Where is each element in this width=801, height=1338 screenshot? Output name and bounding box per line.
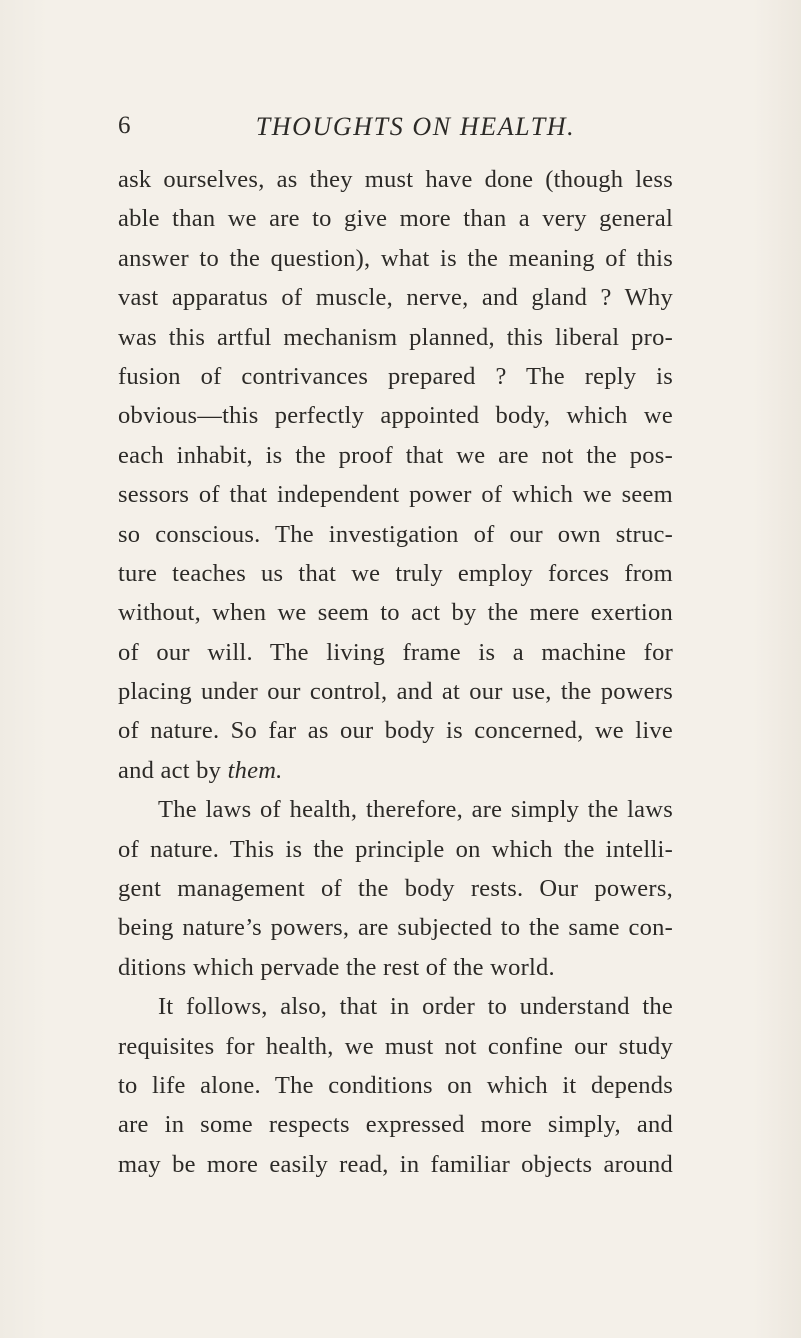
text-line: The laws of health, therefore, are simply the laws <box>158 796 673 824</box>
text-line: sessors of that independent power of which we seem <box>118 481 673 509</box>
text-line: It follows, also, that in order to understand the <box>158 993 673 1021</box>
body-text <box>118 160 673 1184</box>
text-span: and act by <box>118 756 228 784</box>
text-line: may be more easily read, in familiar objects around <box>118 1150 673 1178</box>
text-line: being nature’s powers, are subjected to the same con- <box>118 914 673 942</box>
text-line: was this artful mechanism planned, this liberal pro- <box>118 323 673 351</box>
text-line: requisites for health, we must not confine our study <box>118 1032 673 1060</box>
text-line: each inhabit, is the proof that we are not the pos- <box>118 441 673 469</box>
paragraph <box>118 987 673 1184</box>
text-line: to life alone. The conditions on which it depends <box>118 1071 673 1099</box>
text-line: without, when we seem to act by the mere exertion <box>118 599 673 627</box>
text-line: of nature. So far as our body is concerned, we live <box>118 717 673 745</box>
text-line: answer to the question), what is the meaning of this <box>118 244 673 272</box>
paragraph <box>118 160 673 790</box>
text-line: ask ourselves, as they must have done (though less <box>118 166 673 193</box>
text-line: gent management of the body rests. Our powers, <box>118 875 673 903</box>
text-line: are in some respects expressed more simply, and <box>118 1111 673 1139</box>
page-number: 6 <box>118 112 131 139</box>
text-line: of our will. The living frame is a machine for <box>118 638 673 666</box>
text-line: obvious—this perfectly appointed body, which we <box>118 402 673 430</box>
text-line: fusion of contrivances prepared ? The reply is <box>118 362 673 390</box>
running-head: THOUGHTS ON HEALTH. <box>255 112 576 141</box>
text-line: of nature. This is the principle on which the intelli- <box>118 835 673 863</box>
text-line: ditions which pervade the rest of the world. <box>118 953 555 981</box>
text-line <box>118 751 673 790</box>
text-line: so conscious. The investigation of our own struc- <box>118 520 673 548</box>
text-line: vast apparatus of muscle, nerve, and gland ? Why <box>118 284 673 312</box>
emphasized-text: them. <box>227 756 283 784</box>
text-line: able than we are to give more than a very general <box>118 205 673 233</box>
text-line: ture teaches us that we truly employ forces from <box>118 559 673 587</box>
paragraph <box>118 790 673 987</box>
page-header <box>118 112 673 148</box>
text-line: placing under our control, and at our use, the powers <box>118 678 673 706</box>
